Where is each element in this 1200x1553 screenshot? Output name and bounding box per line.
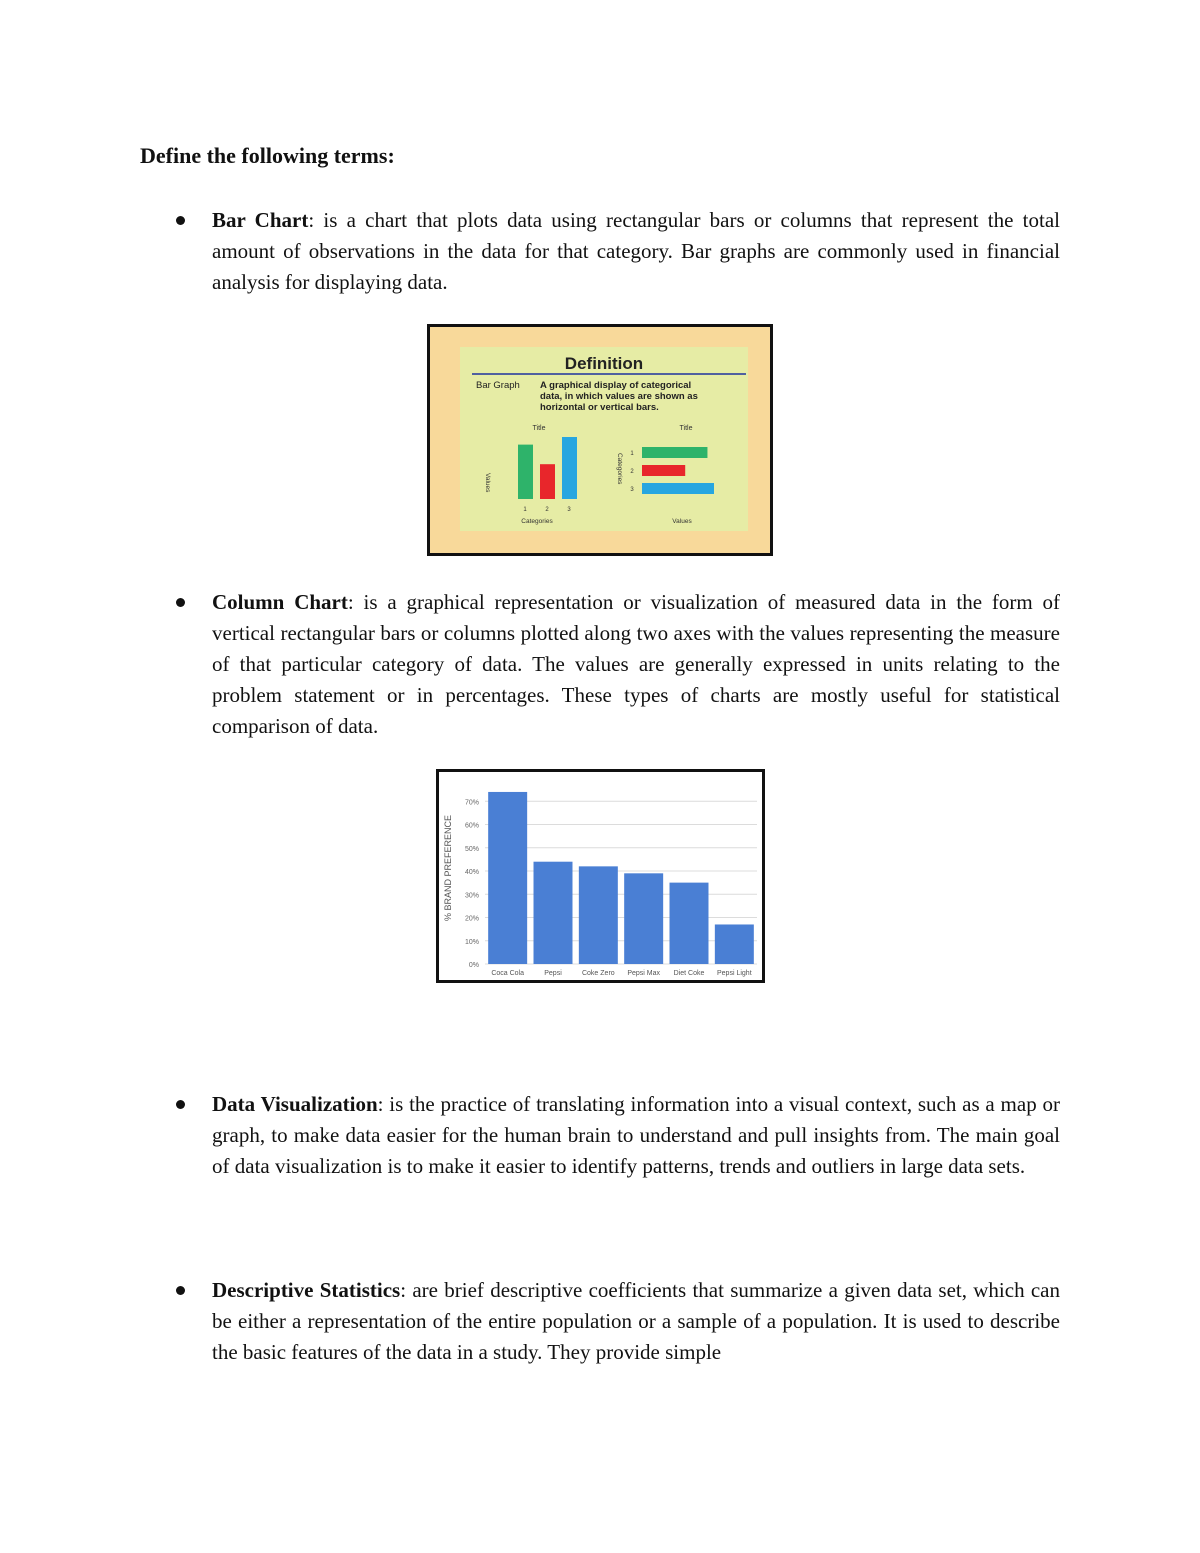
y-tick-label: 20%: [464, 915, 479, 923]
y-tick-label: 10%: [464, 938, 479, 946]
figure-title: Definition: [564, 354, 644, 373]
x-tick-label: Coca Cola: [491, 970, 525, 977]
x-tick-label: 2: [545, 507, 549, 513]
bar-pepsi: [534, 862, 573, 964]
chart-title: Title: [532, 425, 546, 432]
bar-1: [642, 447, 707, 458]
bar-graph-definition-figure: [427, 324, 773, 556]
x-tick-label: 1: [523, 507, 527, 513]
bar-3: [562, 437, 577, 499]
x-tick-label: Diet Coke: [673, 970, 705, 977]
y-axis-label: Values: [484, 473, 491, 493]
term-title: Bar Chart: [212, 208, 309, 232]
y-tick-label: 70%: [464, 799, 479, 807]
y-axis-label: Categories: [616, 453, 623, 485]
page-heading: Define the following terms:: [140, 143, 395, 168]
bar-coca-cola: [488, 792, 527, 964]
x-axis-label: Values: [672, 518, 692, 525]
term-text: Data Visualization: is the practice of translating information into a visual context, such as a map or graph, to make data easier for the human brain to understand and pull insights from. The main goal of data visualization is to make it easier to identify patterns, trends and outliers in large data sets.: [212, 1092, 1060, 1178]
y-tick-label: 30%: [464, 892, 479, 900]
y-tick-label: 3: [630, 487, 634, 493]
x-tick-label: 3: [567, 507, 571, 513]
term-column-chart: [176, 587, 1060, 742]
bullet-icon: [176, 1286, 185, 1295]
x-axis-label: Categories: [521, 518, 553, 525]
term-text: Bar Chart: is a chart that plots data using rectangular bars or columns that represent the total amount of observations in the data for that category. Bar graphs are commonly used in financial analysis for displaying data.: [212, 208, 1061, 294]
y-tick-label: 40%: [464, 869, 479, 876]
term-definition: is the practice of translating information into a visual context, such as a map or graph, to make data easier for the human brain to understand and pull insights from. The main goal of data visualization is to make it easier to identify patterns, trends and outliers in large data sets.: [212, 1092, 1060, 1178]
bar-3: [642, 483, 714, 494]
y-axis-label: % BRAND PREFERENCE: [443, 814, 453, 922]
bar-coke-zero: [579, 866, 618, 964]
term-descriptive-statistics: [176, 1275, 1060, 1368]
chart-title: Title: [679, 425, 693, 432]
term-title: Descriptive Statistics: [212, 1278, 401, 1302]
x-tick-label: Coke Zero: [581, 970, 615, 977]
figure-definition-line: horizontal or vertical bars.: [540, 402, 659, 413]
term-definition: are brief descriptive coefficients that summarize a given data set, which can be either a representation of the entire population or a sample of a population. It is used to describe the basic features of the data in a study. They provide simple: [212, 1278, 1060, 1364]
term-data-visualization: [176, 1089, 1060, 1182]
figure-definition-line: A graphical display of categorical: [540, 380, 692, 391]
term-text: Column Chart: is a graphical representation or visualization of measured data in the form of vertical rectangular bars or columns plotted along two axes with the values representing the measure of that particular category of data. The values are generally expressed in units relating to the problem statement or in percentages. These types of charts are mostly useful for statistical comparison of data.: [212, 590, 1060, 738]
bullet-icon: [176, 1100, 185, 1109]
column-chart-image: [439, 772, 762, 980]
y-tick-label: 1: [630, 451, 634, 457]
term-title: Column Chart: [212, 590, 348, 614]
bar-1: [518, 445, 533, 499]
figure-term: Bar Graph: [476, 380, 520, 391]
term-definition: is a chart that plots data using rectangular bars or columns that represent the total amount of observations in the data for that category. Bar graphs are commonly used in financial analysis for displaying data.: [212, 208, 1061, 294]
x-tick-label: Pepsi Light: [717, 970, 752, 977]
y-tick-label: 50%: [464, 845, 479, 853]
y-tick-label: 2: [630, 469, 634, 475]
y-tick-label: 60%: [464, 822, 479, 830]
term-text: Descriptive Statistics: are brief descriptive coefficients that summarize a given data set, which can be either a representation of the entire population or a sample of a population. It is used to describe the basic features of the data in a study. They provide simple: [212, 1278, 1060, 1364]
bar-diet-coke: [670, 883, 709, 964]
bar-graph-definition-image: [430, 327, 770, 553]
figure-definition-line: data, in which values are shown as: [540, 391, 698, 402]
term-title: Data Visualization: [212, 1092, 378, 1116]
x-tick-label: Pepsi Max: [627, 970, 661, 977]
bar-pepsi-light: [715, 924, 754, 964]
bar-pepsi-max: [624, 873, 663, 964]
x-tick-label: Pepsi: [544, 970, 562, 977]
bar-2: [642, 465, 685, 476]
column-chart-figure: [436, 769, 765, 983]
term-bar-chart: [176, 205, 1060, 298]
term-definition: is a graphical representation or visualization of measured data in the form of vertical rectangular bars or columns plotted along two axes with the values representing the measure of that particular category of data. The values are generally expressed in units relating to the problem statement or in percentages. These types of charts are mostly useful for statistical comparison of data.: [212, 590, 1060, 738]
bullet-icon: [176, 216, 185, 225]
bar-2: [540, 464, 555, 499]
y-tick-label: 0%: [468, 962, 479, 969]
bullet-icon: [176, 598, 185, 607]
